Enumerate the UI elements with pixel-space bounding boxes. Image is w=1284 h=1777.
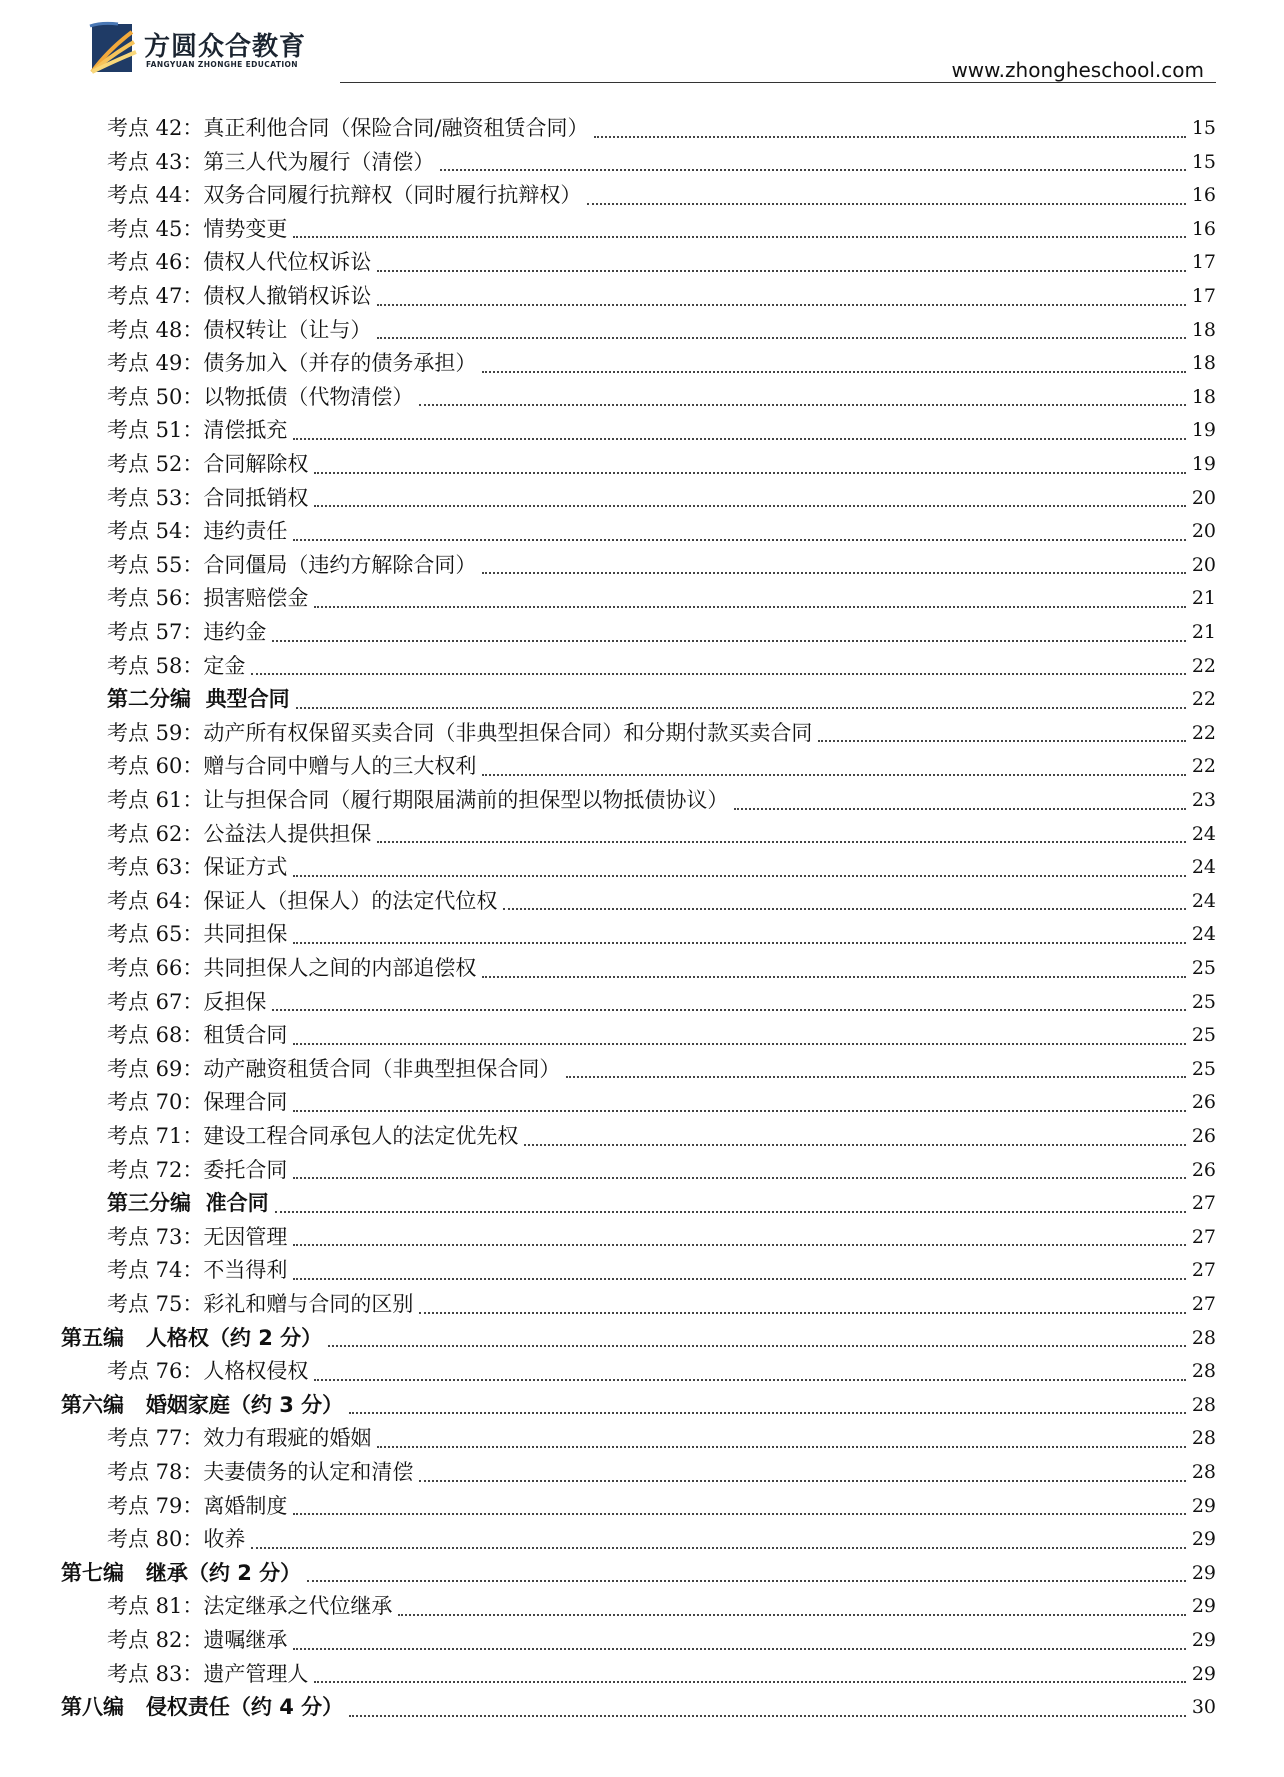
toc-entry[interactable]: [107, 515, 1216, 549]
toc-page-number: 26: [1191, 1158, 1216, 1181]
toc-dot-leader: [293, 1648, 1185, 1650]
toc-entry[interactable]: [107, 918, 1216, 952]
toc-dot-leader: [419, 404, 1185, 406]
toc-entry[interactable]: [61, 1389, 1216, 1423]
toc-entry[interactable]: [107, 1053, 1216, 1087]
toc-dot-leader: [377, 304, 1185, 306]
toc-dot-leader: [377, 270, 1185, 272]
toc-entry-title: 考点 49：债务加入（并存的债务承担）: [107, 351, 477, 376]
toc-entry[interactable]: [61, 1557, 1216, 1591]
toc-page-number: 29: [1191, 1595, 1216, 1618]
toc-entry[interactable]: [107, 549, 1216, 583]
toc-entry[interactable]: [107, 1658, 1216, 1692]
toc-dot-leader: [594, 136, 1185, 138]
toc-entry-title: 考点 42：真正利他合同（保险合同/融资租赁合同）: [107, 116, 589, 140]
toc-entry-title: 考点 82：遗嘱继承: [107, 1628, 288, 1652]
toc-page-number: 18: [1191, 318, 1216, 341]
toc-dot-leader: [293, 942, 1185, 944]
toc-page-number: 29: [1191, 1561, 1216, 1584]
toc-entry[interactable]: [107, 1456, 1216, 1490]
logo: [88, 20, 388, 80]
toc-dot-leader: [293, 539, 1185, 541]
toc-page-number: 27: [1191, 1192, 1216, 1215]
toc-entry-title: 考点 74：不当得利: [107, 1258, 288, 1283]
toc-entry[interactable]: [107, 1288, 1216, 1322]
toc-dot-leader: [587, 203, 1185, 205]
toc-page-number: 21: [1191, 621, 1216, 643]
toc-entry-title: 考点 72：委托合同: [107, 1157, 288, 1182]
toc-entry[interactable]: [107, 851, 1216, 885]
toc-page-number: 22: [1191, 721, 1216, 744]
toc-dot-leader: [349, 1715, 1186, 1717]
toc-entry-title: 考点 51：清偿抵充: [107, 418, 288, 443]
toc-entry[interactable]: [61, 1322, 1216, 1356]
header-divider: [340, 82, 1216, 83]
toc-entry[interactable]: [107, 986, 1216, 1020]
toc-entry[interactable]: [107, 179, 1216, 213]
toc-entry-title: 考点 44：双务合同履行抗辩权（同时履行抗辩权）: [107, 183, 582, 208]
toc-dot-leader: [314, 606, 1185, 608]
toc-entry-title: 考点 57：违约金: [107, 620, 267, 644]
toc-entry[interactable]: [107, 1590, 1216, 1624]
toc-dot-leader: [440, 169, 1185, 171]
toc-page-number: 29: [1191, 1528, 1216, 1551]
toc-page-number: 25: [1191, 1024, 1216, 1047]
toc-entry-title: 考点 77：效力有瑕疵的婚姻: [107, 1426, 372, 1451]
toc-entry-title: 考点 81：法定继承之代位继承: [107, 1594, 393, 1619]
toc-dot-leader: [314, 472, 1185, 474]
toc-entry-title: 考点 61：让与担保合同（履行期限届满前的担保型以物抵债协议）: [107, 788, 729, 812]
toc-entry-title: 考点 65：共同担保: [107, 922, 288, 947]
toc-dot-leader: [272, 1009, 1185, 1011]
toc-entry-title: 考点 68：租赁合同: [107, 1023, 288, 1048]
toc-entry-title: 考点 64：保证人（担保人）的法定代位权: [107, 888, 498, 913]
toc-entry-title: 考点 79：离婚制度: [107, 1493, 288, 1518]
toc-entry-title: 考点 76：人格权侵权: [107, 1359, 309, 1384]
toc-entry-title: 考点 71：建设工程合同承包人的法定优先权: [107, 1124, 519, 1148]
toc-page-number: 18: [1191, 385, 1216, 408]
toc-dot-leader: [482, 572, 1185, 574]
toc-page-number: 16: [1191, 184, 1216, 207]
toc-entry-title: 考点 58：定金: [107, 653, 246, 678]
toc-entry-title: 第三分编 准合同: [107, 1191, 269, 1216]
toc-entry-title: 考点 63：保证方式: [107, 855, 288, 880]
toc-dot-leader: [293, 1110, 1185, 1112]
toc-dot-leader: [293, 438, 1185, 440]
toc-page-number: 28: [1191, 1326, 1216, 1349]
toc-dot-leader: [293, 1278, 1185, 1280]
toc-entry-title: 考点 78：夫妻债务的认定和清偿: [107, 1460, 414, 1484]
toc-dot-leader: [377, 841, 1185, 843]
toc-dot-leader: [314, 1379, 1185, 1381]
toc-entry[interactable]: [107, 616, 1216, 650]
toc-dot-leader: [293, 1244, 1185, 1246]
toc-page-number: 24: [1191, 822, 1216, 845]
toc-entry-title: 考点 46：债权人代位权诉讼: [107, 250, 372, 275]
toc-dot-leader: [482, 774, 1185, 776]
toc-entry-title: 考点 52：合同解除权: [107, 452, 309, 476]
toc-entry[interactable]: [107, 146, 1216, 180]
toc-page-number: 30: [1191, 1696, 1216, 1719]
toc-page-number: 15: [1191, 150, 1216, 173]
toc-page-number: 29: [1191, 1662, 1216, 1685]
toc-page-number: 28: [1191, 1360, 1216, 1383]
toc-page-number: 20: [1191, 486, 1216, 509]
toc-entry[interactable]: [107, 784, 1216, 818]
toc-entry[interactable]: [107, 1490, 1216, 1524]
toc-entry[interactable]: [107, 1254, 1216, 1288]
toc-page-number: 27: [1191, 1259, 1216, 1282]
toc-entry[interactable]: [107, 650, 1216, 684]
toc-entry[interactable]: [107, 952, 1216, 986]
toc-entry[interactable]: [107, 1355, 1216, 1389]
toc-entry-title: 考点 80：收养: [107, 1527, 246, 1552]
toc-page-number: 29: [1191, 1629, 1216, 1651]
toc-dot-leader: [566, 1076, 1185, 1078]
toc-entry-title: 考点 70：保理合同: [107, 1090, 288, 1115]
toc-dot-leader: [419, 1480, 1185, 1482]
toc-dot-leader: [314, 1681, 1185, 1683]
toc-entry-title: 考点 50：以物抵债（代物清偿）: [107, 384, 414, 409]
toc-page-number: 17: [1191, 251, 1216, 274]
toc-page-number: 17: [1191, 285, 1216, 307]
toc-page-number: 29: [1191, 1494, 1216, 1517]
toc-dot-leader: [818, 740, 1185, 742]
toc-entry-title: 考点 53：合同抵销权: [107, 485, 309, 510]
toc-dot-leader: [293, 1513, 1185, 1515]
toc-entry-title: 考点 62：公益法人提供担保: [107, 821, 372, 846]
toc-entry[interactable]: [107, 280, 1216, 314]
toc-dot-leader: [734, 808, 1185, 810]
toc-entry[interactable]: [107, 750, 1216, 784]
toc-entry-title: 考点 56：损害赔偿金: [107, 586, 309, 611]
toc-entry-title: 考点 45：情势变更: [107, 216, 288, 241]
toc-dot-leader: [349, 1412, 1186, 1414]
toc-page-number: 28: [1191, 1393, 1216, 1416]
toc-entry-title: 考点 54：违约责任: [107, 519, 288, 544]
toc-entry-title: 考点 66：共同担保人之间的内部追偿权: [107, 956, 477, 980]
logo-name-en: FANGYUAN ZHONGHE EDUCATION: [146, 60, 298, 69]
toc-page-number: 25: [1191, 957, 1216, 979]
toc-entry[interactable]: [107, 381, 1216, 415]
toc-entry-title: 第七编 继承（约 2 分）: [61, 1560, 302, 1585]
toc-dot-leader: [251, 1547, 1185, 1549]
toc-entry[interactable]: [107, 885, 1216, 919]
toc-entry[interactable]: [107, 414, 1216, 448]
toc-entry[interactable]: [107, 482, 1216, 516]
toc-page-number: 16: [1191, 217, 1216, 240]
toc-page-number: 28: [1191, 1461, 1216, 1483]
toc-entry-title: 第五编 人格权（约 2 分）: [61, 1325, 323, 1350]
toc-page-number: 26: [1191, 1091, 1216, 1114]
toc-page-number: 26: [1191, 1125, 1216, 1147]
toc-dot-leader: [482, 371, 1185, 373]
toc-dot-leader: [377, 337, 1185, 339]
toc-entry[interactable]: [107, 1221, 1216, 1255]
toc-entry[interactable]: [107, 112, 1216, 146]
toc-entry[interactable]: [107, 683, 1216, 717]
toc-page-number: 20: [1191, 520, 1216, 543]
toc-page-number: 22: [1191, 755, 1216, 778]
toc-dot-leader: [296, 707, 1186, 709]
toc-entry-title: 考点 60：赠与合同中赠与人的三大权利: [107, 754, 477, 779]
toc-dot-leader: [398, 1614, 1185, 1616]
toc-page-number: 22: [1191, 688, 1216, 711]
toc-page-number: 18: [1191, 352, 1216, 375]
toc-dot-leader: [293, 1043, 1185, 1045]
toc-page-number: 24: [1191, 856, 1216, 879]
toc-page-number: 25: [1191, 1057, 1216, 1080]
toc-entry-title: 考点 47：债权人撤销权诉讼: [107, 284, 372, 308]
toc-page-number: 23: [1191, 789, 1216, 811]
page-header: [0, 0, 1284, 90]
toc-entry-title: 考点 48：债权转让（让与）: [107, 317, 372, 342]
toc-entry[interactable]: [107, 1086, 1216, 1120]
toc-dot-leader: [482, 976, 1185, 978]
toc-dot-leader: [524, 1144, 1185, 1146]
toc-page-number: 24: [1191, 889, 1216, 912]
toc-page-number: 21: [1191, 587, 1216, 610]
toc-entry-title: 考点 59：动产所有权保留买卖合同（非典型担保合同）和分期付款买卖合同: [107, 720, 813, 745]
toc-entry[interactable]: [107, 1523, 1216, 1557]
toc-entry[interactable]: [107, 246, 1216, 280]
logo-mark-icon: [88, 20, 140, 76]
toc-entry[interactable]: [107, 1422, 1216, 1456]
toc-entry-title: 考点 69：动产融资租赁合同（非典型担保合同）: [107, 1056, 561, 1081]
toc-entry-title: 考点 73：无因管理: [107, 1224, 288, 1249]
toc-entry[interactable]: [107, 1187, 1216, 1221]
toc-page-number: 28: [1191, 1427, 1216, 1450]
toc-dot-leader: [293, 236, 1185, 238]
toc-dot-leader: [272, 640, 1185, 642]
toc-page-number: 25: [1191, 990, 1216, 1013]
toc-page-number: 22: [1191, 654, 1216, 677]
logo-name-cn: 方圆众合教育: [144, 32, 307, 62]
toc-entry-title: 考点 67：反担保: [107, 989, 267, 1014]
toc-dot-leader: [503, 908, 1185, 910]
toc-dot-leader: [419, 1312, 1185, 1314]
toc-entry[interactable]: [107, 1154, 1216, 1188]
toc-page-number: 19: [1191, 453, 1216, 475]
site-url[interactable]: www.zhongheschool.com: [951, 58, 1204, 82]
toc-dot-leader: [293, 1177, 1185, 1179]
toc-entry-title: 考点 55：合同僵局（违约方解除合同）: [107, 552, 477, 577]
toc-entry[interactable]: [61, 1691, 1216, 1725]
toc-dot-leader: [314, 505, 1185, 507]
toc-entry-title: 第八编 侵权责任（约 4 分）: [61, 1695, 344, 1720]
toc-entry[interactable]: [107, 1624, 1216, 1658]
toc-page-number: 20: [1191, 553, 1216, 576]
toc-entry[interactable]: [107, 1120, 1216, 1154]
toc-dot-leader: [275, 1211, 1186, 1213]
toc-entry-title: 考点 43：第三人代为履行（清偿）: [107, 149, 435, 174]
toc-entry-title: 第六编 婚姻家庭（约 3 分）: [61, 1392, 344, 1417]
toc-entry[interactable]: [107, 314, 1216, 348]
toc-entry[interactable]: [107, 582, 1216, 616]
toc-entry[interactable]: [107, 818, 1216, 852]
toc-entry-title: 考点 75：彩礼和赠与合同的区别: [107, 1292, 414, 1316]
toc-page-number: 15: [1191, 117, 1216, 139]
toc-page-number: 19: [1191, 419, 1216, 442]
toc-page-number: 27: [1191, 1293, 1216, 1315]
toc-dot-leader: [293, 875, 1185, 877]
toc-entry[interactable]: [107, 717, 1216, 751]
toc-dot-leader: [328, 1345, 1186, 1347]
toc-entry-title: 第二分编 典型合同: [107, 687, 290, 712]
toc-entry-title: 考点 83：遗产管理人: [107, 1661, 309, 1686]
toc-page-number: 27: [1191, 1225, 1216, 1248]
toc-entry[interactable]: [107, 347, 1216, 381]
toc-dot-leader: [251, 673, 1185, 675]
toc-entry[interactable]: [107, 448, 1216, 482]
toc-dot-leader: [377, 1446, 1185, 1448]
toc-page-number: 24: [1191, 923, 1216, 946]
toc-entry[interactable]: [107, 1019, 1216, 1053]
toc-entry[interactable]: [107, 213, 1216, 247]
toc-dot-leader: [307, 1580, 1186, 1582]
